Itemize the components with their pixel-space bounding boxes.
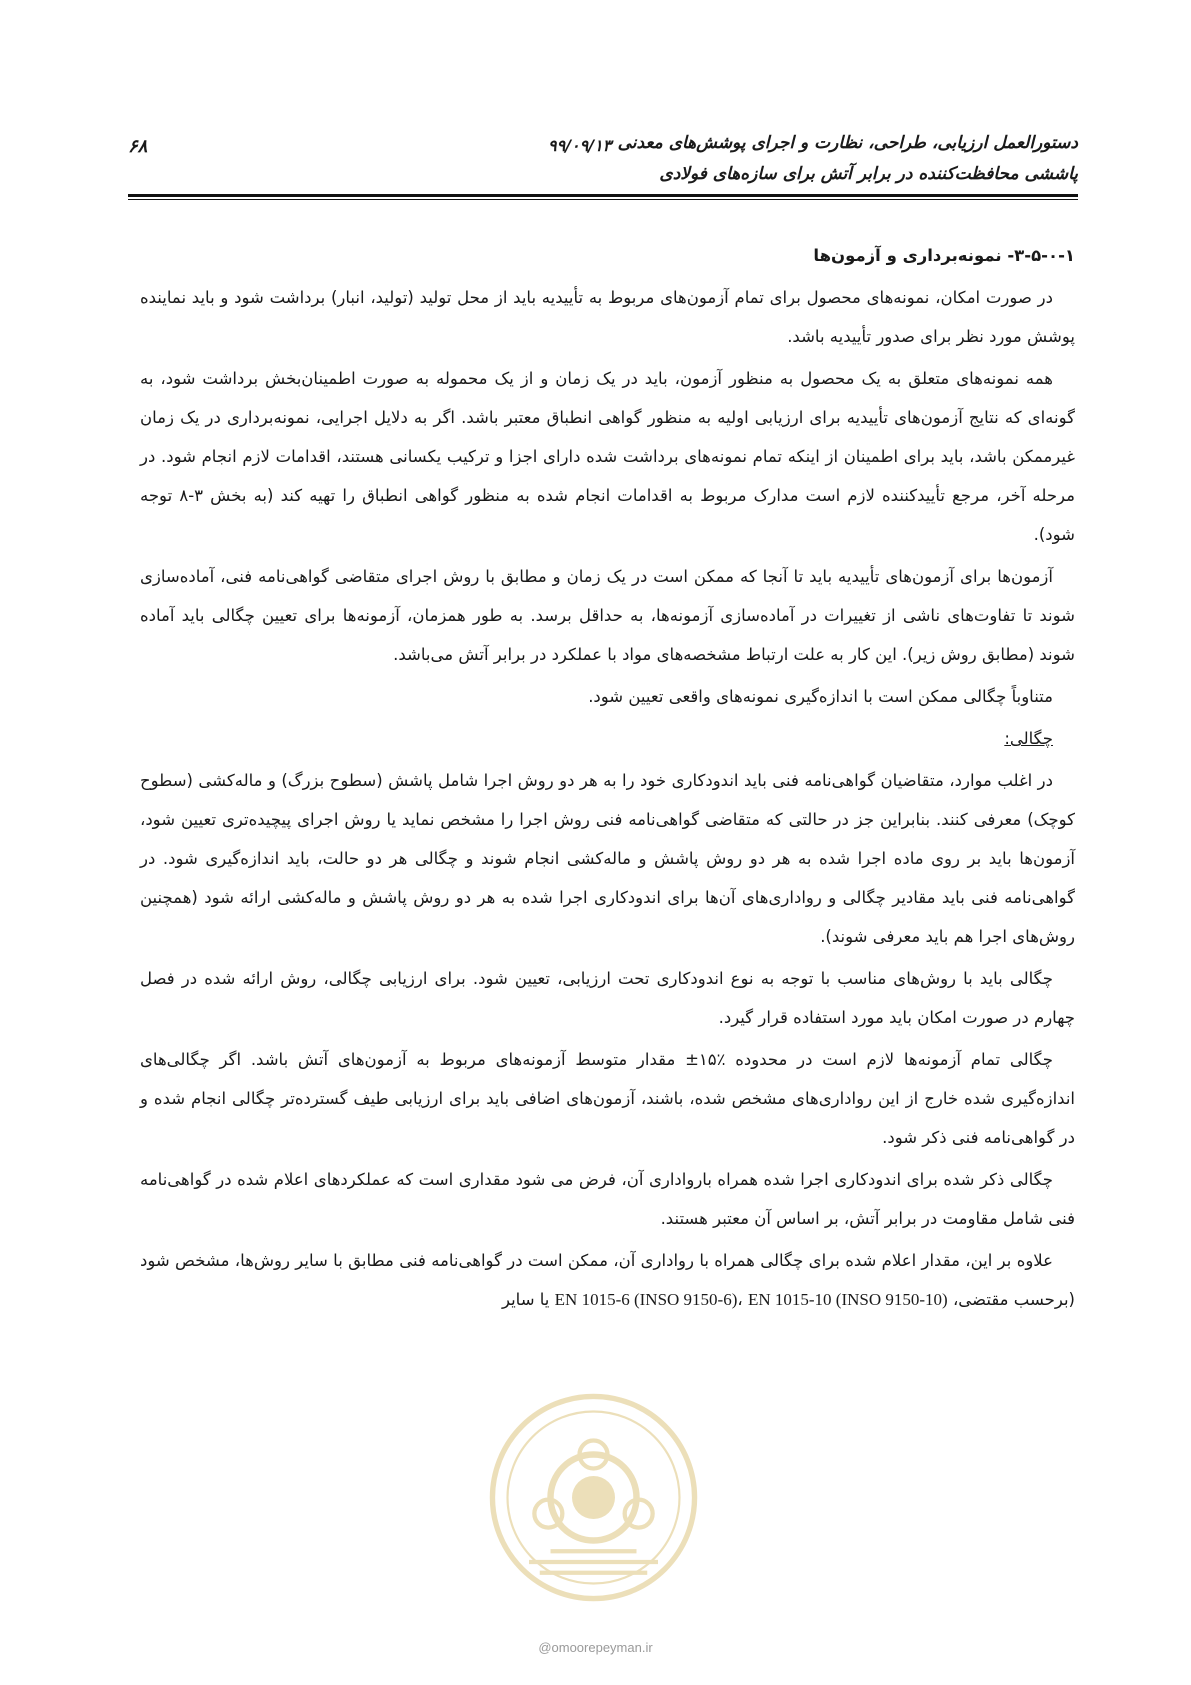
paragraph: در اغلب موارد، متقاضیان گواهی‌نامه فنی باید اندودکاری خود را به هر دو روش اجرا شامل پاشش (سطوح بزرگ) و ماله‌کشی (سطوح کوچک) معرفی کنند. بنابراین جز در حالتی که متقاضی گواهی‌نامه فنی روش اجرا را مشخص نماید یا روش اجرای پیچیده‌تری تعیین شود، آزمون‌ها باید بر روی ماده اجرا شده به هر دو روش پاشش و ماله‌کشی انجام شوند و چگالی هر دو حالت، باید اندازه‌گیری شود. در گواهی‌نامه فنی باید مقادیر چگالی و رواداری‌های آن‌ها برای اندودکاری اجرا شده به هر دو روش پاشش و ماله‌کشی ارائه شود (همچنین روش‌های اجرا هم باید معرفی شوند). xyxy=(140,771,1075,946)
seal-logo xyxy=(486,1390,701,1605)
paragraph-text: یا سایر xyxy=(501,1290,555,1309)
document-date: ۹۹/۰۹/۱۳ xyxy=(548,136,612,155)
paragraph: متناوباً چگالی ممکن است با اندازه‌گیری نمونه‌های واقعی تعیین شود. xyxy=(588,687,1053,706)
page-header xyxy=(128,128,1078,198)
paragraph-standards xyxy=(140,1241,1075,1319)
header-divider-thin xyxy=(128,199,1078,200)
paragraph: چگالی تمام آزمونه‌ها لازم است در محدوده ٪۱۵± مقدار متوسط آزمونه‌های مربوط به آزمون‌های آتش باشد. اگر چگالی‌های اندازه‌گیری شده خارج از این رواداری‌های مشخص شده، باشند، آزمون‌های اضافی باید برای ارزیابی طیف گسترده‌تر چگالی انجام شده و در گواهی‌نامه فنی ذکر شود. xyxy=(140,1050,1075,1147)
paragraph: چگالی باید با روش‌های مناسب با توجه به نوع اندودکاری تحت ارزیابی، تعیین شود. برای ارزیابی چگالی، روش ارائه شده در فصل چهارم در صورت امکان باید مورد استفاده قرار گیرد. xyxy=(140,969,1075,1027)
paragraph: در صورت امکان، نمونه‌های محصول برای تمام آزمون‌های مربوط به تأییدیه باید از محل تولید (تولید، انبار) برداشت شود و باید نماینده پوشش مورد نظر برای صدور تأییدیه باشد. xyxy=(140,288,1075,346)
page-number: ۶۸ xyxy=(128,136,148,157)
paragraph: همه نمونه‌های متعلق به یک محصول به منظور آزمون، باید در یک زمان و از یک محموله به صورت اطمینان‌بخش برداشت شود، به گونه‌ای که نتایج آزمون‌های تأییدیه برای ارزیابی اولیه به منظور گواهی انطباق معتبر باشد. اگر به دلایل اجرایی، نمونه‌برداری در یک زمان غیرممکن باشد، باید برای اطمینان از اینکه تمام نمونه‌های برداشت شده دارای اجزا و ترکیب یکسانی هستند، اقدامات لازم انجام شود. در مرحله آخر، مرجع تأییدکننده لازم است مدارک مربوط به اقدامات انجام شده به منظور گواهی انطباق را تهیه کند (به بخش ۳-۸ توجه شود). xyxy=(140,369,1075,544)
document-title-line-1: دستورالعمل ارزیابی، طراحی، نظارت و اجرای پوشش‌های معدنی xyxy=(617,133,1078,153)
document-title xyxy=(618,128,1078,190)
page-body xyxy=(140,240,1075,1322)
standard-reference: EN 1015-10 (INSO 9150-10) xyxy=(747,1290,948,1309)
watermark: @omoorepeyman.ir xyxy=(538,1640,653,1655)
document-title-line-2: پاششی محافظت‌کننده در برابر آتش برای سازه‌های فولادی xyxy=(659,164,1078,184)
paragraph: آزمون‌ها برای آزمون‌های تأییدیه باید تا آنجا که ممکن است در یک زمان و مطابق با روش اجرای متقاضی گواهی‌نامه فنی، آماده‌سازی شوند تا تفاوت‌های ناشی از تغییرات در آماده‌سازی آزمونه‌ها، به حداقل برسد. به طور همزمان، آزمونه‌ها برای تعیین چگالی باید آماده شوند (مطابق روش زیر). این کار به علت ارتباط مشخصه‌های مواد با عملکرد در برابر آتش می‌باشد. xyxy=(140,567,1075,664)
paragraph: چگالی ذکر شده برای اندودکاری اجرا شده همراه بارواداری آن، فرض می شود مقداری است که عملکردهای اعلام شده در گواهی‌نامه فنی شامل مقاومت در برابر آتش، بر اساس آن معتبر هستند. xyxy=(140,1170,1075,1228)
separator: ، xyxy=(737,1290,748,1309)
paragraph-text: علاوه بر این، مقدار اعلام شده برای چگالی همراه با رواداری آن، ممکن است در گواهی‌نامه فنی مطابق با سایر روش‌ها، مشخص شود (برحسب مقتضی، xyxy=(140,1251,1075,1309)
subheading-density: چگالی: xyxy=(1004,729,1053,748)
section-heading: ۳-۵-۰-۱- نمونه‌برداری و آزمون‌ها xyxy=(813,246,1075,265)
header-divider-thick xyxy=(128,194,1078,197)
standard-reference: EN 1015-6 (INSO 9150-6) xyxy=(554,1290,738,1309)
